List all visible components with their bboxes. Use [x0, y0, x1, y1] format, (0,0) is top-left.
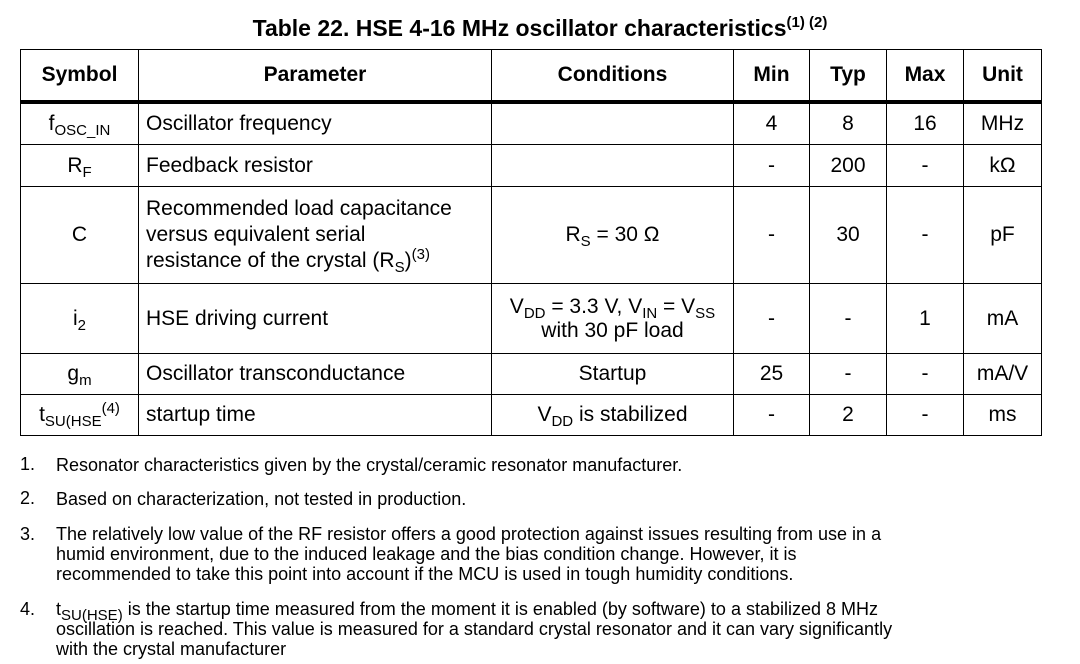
- header-symbol: Symbol: [21, 50, 139, 103]
- symbol-cell: $i_2$: [21, 284, 139, 354]
- table-row: [21, 187, 1042, 284]
- symbol-cell: C: [21, 187, 139, 284]
- parameter-cell: startup time: [139, 395, 492, 436]
- parameter-cell: HSE driving current: [139, 284, 492, 354]
- unit-cell: mA/V: [964, 354, 1042, 395]
- min-cell: -: [734, 395, 810, 436]
- parameter-cell: Oscillator transconductance: [139, 354, 492, 395]
- unit-cell: ms: [964, 395, 1042, 436]
- parameter-cell: Oscillator frequency: [139, 102, 492, 145]
- max-cell: -: [887, 145, 964, 187]
- unit-cell: MHz: [964, 102, 1042, 145]
- table-title-text: Table 22. HSE 4-16 MHz oscillator characteristics: [252, 15, 787, 41]
- header-unit: Unit: [964, 50, 1042, 103]
- table-title: [0, 13, 1080, 43]
- typ-cell: 8: [810, 102, 887, 145]
- header-parameter: Parameter: [139, 50, 492, 103]
- title-note-refs: (1) (2): [786, 14, 828, 31]
- typ-cell: -: [810, 284, 887, 354]
- typ-cell: 200: [810, 145, 887, 187]
- table-row: [21, 284, 1042, 354]
- min-cell: -: [734, 145, 810, 187]
- footnote-number: 3.: [20, 524, 36, 544]
- typ-cell: 2: [810, 395, 887, 436]
- header-row: [21, 50, 1042, 103]
- hse-characteristics-table: [20, 49, 1042, 436]
- table-row: [21, 354, 1042, 395]
- typ-cell: -: [810, 354, 887, 395]
- header-min: Min: [734, 50, 810, 103]
- table-row: [21, 395, 1042, 436]
- parameter-cell: Recommended load capacitance versus equivalent serial resistance of the crystal $(R_S)^{(3)}$: [139, 187, 492, 284]
- header-typ: Typ: [810, 50, 887, 103]
- max-cell: -: [887, 354, 964, 395]
- table-row: [21, 145, 1042, 187]
- max-cell: -: [887, 187, 964, 284]
- unit-cell: pF: [964, 187, 1042, 284]
- header-max: Max: [887, 50, 964, 103]
- symbol-cell: $t_{SU(HSE}^{(4)}$: [21, 395, 139, 436]
- min-cell: 4: [734, 102, 810, 145]
- min-cell: -: [734, 187, 810, 284]
- symbol-cell: $g_m$: [21, 354, 139, 395]
- conditions-cell: [492, 145, 734, 187]
- parameter-cell: Feedback resistor: [139, 145, 492, 187]
- footnote-number: 1.: [20, 454, 36, 474]
- max-cell: -: [887, 395, 964, 436]
- symbol-cell: $f_{OSC\_IN}$: [21, 102, 139, 145]
- conditions-cell: $R_S = 30$ Ω: [492, 187, 734, 284]
- max-cell: 1: [887, 284, 964, 354]
- unit-cell: mA: [964, 284, 1042, 354]
- table-row: [21, 102, 1042, 145]
- symbol-cell: $R_F$: [21, 145, 139, 187]
- footnote-number: 4.: [20, 599, 36, 619]
- conditions-cell: [492, 102, 734, 145]
- conditions-cell: Startup: [492, 354, 734, 395]
- typ-cell: 30: [810, 187, 887, 284]
- unit-cell: kΩ: [964, 145, 1042, 187]
- min-cell: -: [734, 284, 810, 354]
- header-conditions: Conditions: [492, 50, 734, 103]
- max-cell: 16: [887, 102, 964, 145]
- min-cell: 25: [734, 354, 810, 395]
- conditions-cell: $V_{DD}$ is stabilized: [492, 395, 734, 436]
- footnote-number: 2.: [20, 488, 36, 508]
- conditions-cell: $V_{DD} = 3.3$ V, $V_{IN} = V_{SS}$ with 30 pF load: [492, 284, 734, 354]
